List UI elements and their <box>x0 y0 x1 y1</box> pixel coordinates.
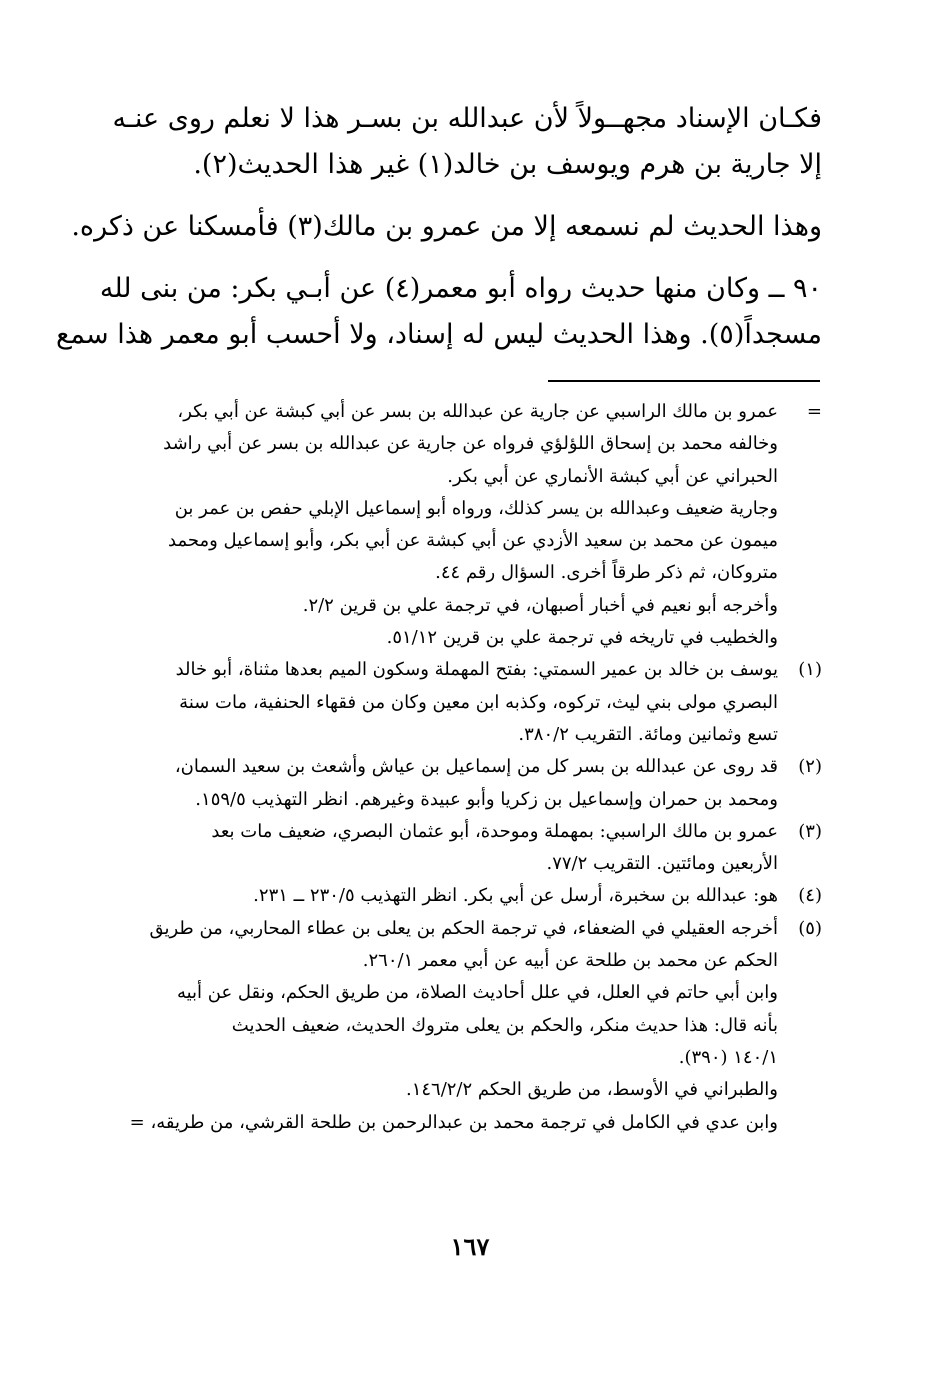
footnote-4 <box>116 880 822 912</box>
footnote-line: ميمون عن محمد بن سعيد الأزدي عن أبي كبشة عن أبي بكر، وأبو إسماعيل ومحمد <box>168 530 778 552</box>
footnote-marker: (٣) <box>798 820 822 842</box>
main-text <box>56 96 822 358</box>
footnote-line: وأخرجه أبو نعيم في أخبار أصبهان، في ترجمة علي بن قرين ٢/٢. <box>302 594 778 616</box>
footnote-marker: (٥) <box>798 917 822 939</box>
footnotes <box>116 396 822 1139</box>
paragraph-2 <box>71 204 822 250</box>
footnote-2 <box>116 751 822 816</box>
footnote-line: وابن عدي في الكامل في ترجمة محمد بن عبدالرحمن بن طلحة القرشي، من طريقه، = <box>129 1111 778 1133</box>
page-number: ١٦٧ <box>450 1232 490 1261</box>
text-line: إلا جارية بن هرم ويوسف بن خالد(١) غير هذا الحديث(٢). <box>193 149 822 180</box>
footnote-line: البصري مولى بني ليث، تركوه، وكذبه ابن معين وكان من فقهاء الحنفية، مات سنة <box>179 691 778 713</box>
footnote-divider <box>548 380 820 382</box>
footnote-line: ١٤٠/١ (٣٩٠). <box>678 1046 778 1068</box>
footnote-line: هو: عبدالله بن سخبرة، أرسل عن أبي بكر. انظر التهذيب ٢٣٠/٥ ــ ٢٣١. <box>253 885 778 907</box>
footnote-line: قد روى عن عبدالله بن بسر كل من إسماعيل بن عياش وأشعث بن سعيد السمان، <box>174 756 778 778</box>
footnote-line: ومحمد بن حمران وإسماعيل بن زكريا وأبو عبيدة وغيرهم. انظر التهذيب ١٥٩/٥. <box>195 788 778 810</box>
footnote-1 <box>116 654 822 751</box>
footnote-line: أخرجه العقيلي في الضعفاء، في ترجمة الحكم بن يعلى بن عطاء المحاربي، من طريق <box>149 917 778 939</box>
footnote-line: والخطيب في تاريخه في ترجمة علي بن قرين ٥١/١٢. <box>386 627 778 649</box>
footnote-marker: (٢) <box>798 756 822 778</box>
text-line: وهذا الحديث لم نسمعه إلا من عمرو بن مالك(٣) فأمسكنا عن ذكره. <box>71 211 822 242</box>
footnote-line: يوسف بن خالد بن عمير السمتي: بفتح المهملة وسكون الميم بعدها مثناة، أبو خالد <box>175 659 778 681</box>
footnote-line: وجارية ضعيف وعبدالله بن يسر كذلك، ورواه أبو إسماعيل الإبلي حفص بن عمر بن <box>174 497 778 519</box>
footnote-line: وابن أبي حاتم في العلل، في علل أحاديث الصلاة، من طريق الحكم، ونقل عن أبيه <box>176 982 778 1004</box>
footnote-5 <box>116 913 822 1139</box>
footnote-line: بأنه قال: هذا حديث منكر، والحكم بن يعلى متروك الحديث، ضعيف الحديث <box>231 1014 778 1036</box>
footnote-continued <box>116 396 822 654</box>
footnote-marker: = <box>806 401 822 422</box>
footnote-line: الأربعين ومائتين. التقريب ٧٧/٢. <box>546 853 778 875</box>
footnote-line: الحبراني عن أبي كبشة الأنماري عن أبي بكر. <box>447 465 778 487</box>
footnote-line: عمرو بن مالك الراسبي: بمهملة وموحدة، أبو عثمان البصري، ضعيف مات بعد <box>211 820 778 842</box>
footnote-marker: (١) <box>798 659 822 681</box>
footnote-line: وخالفه محمد بن إسحاق اللؤلؤي فرواه عن جارية عن عبدالله بن بسر عن أبي راشد <box>163 433 778 455</box>
footnote-marker: (٤) <box>798 885 822 907</box>
footnote-3 <box>116 816 822 881</box>
text-line: مسجداً(٥). وهذا الحديث ليس له إسناد، ولا أحسب أبو معمر هذا سمع <box>56 319 822 350</box>
paragraph-3 <box>56 266 822 358</box>
footnote-line: الحكم عن محمد بن طلحة عن أبيه عن أبي معمر ٢٦٠/١. <box>362 950 778 972</box>
paragraph-1 <box>112 96 822 188</box>
footnote-line: تسع وثمانين ومائة. التقريب ٣٨٠/٢. <box>518 723 778 745</box>
footnote-line: والطبراني في الأوسط، من طريق الحكم ١٤٦/٢/٢. <box>405 1079 778 1101</box>
text-line: فكـان الإسناد مجهــولاً لأن عبدالله بن بسـر هذا لا نعلم روى عنـه <box>112 103 822 134</box>
footnote-line: متروكان، ثم ذكر طرقاً أخرى. السؤال رقم ٤٤. <box>435 562 778 584</box>
text-line: ٩٠ ــ وكان منها حديث رواه أبو معمر(٤) عن أبـي بكر: من بنى لله <box>99 273 822 304</box>
footnote-line: عمرو بن مالك الراسبي عن جارية عن عبدالله بن بسر عن أبي كبشة عن أبي بكر، <box>177 401 778 422</box>
